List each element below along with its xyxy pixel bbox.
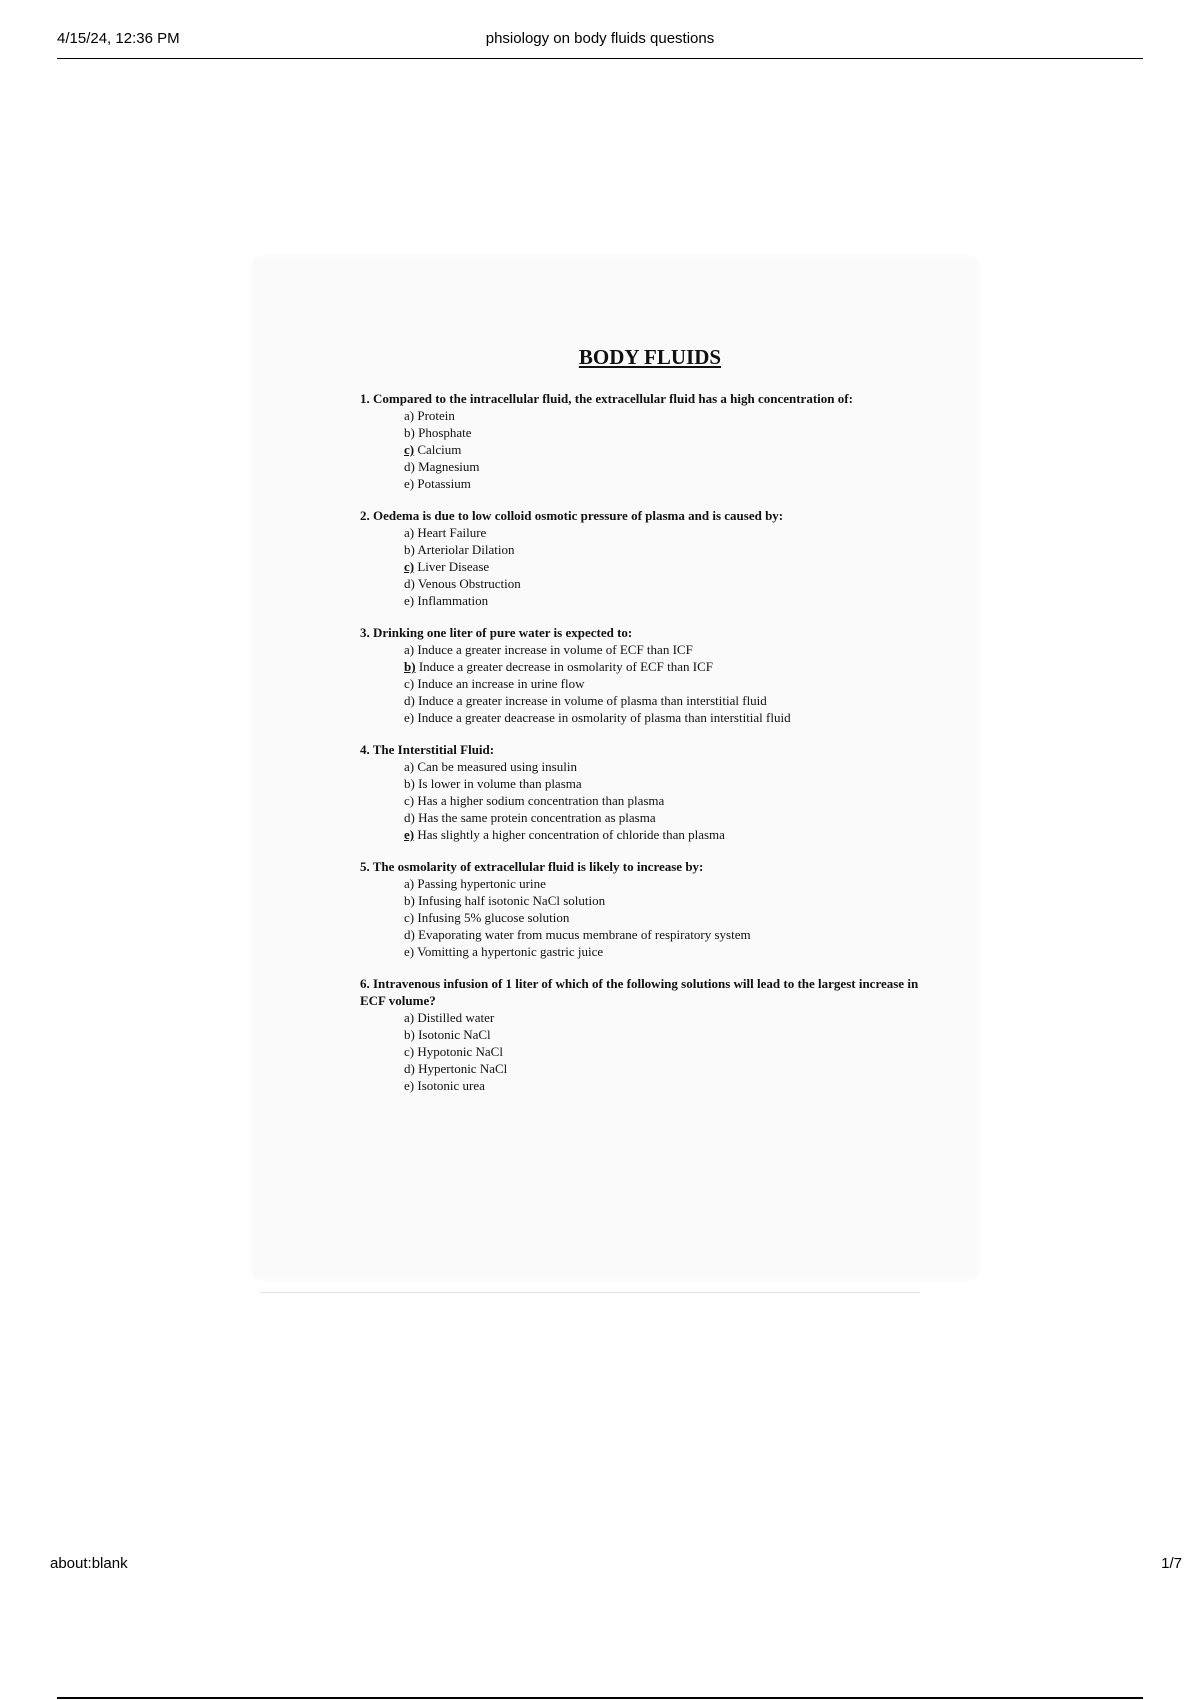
answer-option [404, 826, 920, 843]
option-text: Infusing 5% glucose solution [417, 910, 570, 925]
answer-option [404, 658, 920, 675]
answer-option [404, 592, 920, 609]
answer-option [404, 875, 920, 892]
option-text: Is lower in volume than plasma [418, 776, 582, 791]
option-list [404, 875, 920, 960]
question [360, 507, 920, 609]
question [360, 390, 920, 492]
option-letter: b) [404, 1027, 415, 1042]
question-text: 1. Compared to the intracellular fluid, the extracellular fluid has a high concentration of: [360, 391, 853, 406]
option-text: Calcium [417, 442, 462, 457]
option-letter: b) [404, 776, 415, 791]
option-text: Has a higher sodium concentration than plasma [417, 793, 665, 808]
option-letter: b) [404, 425, 415, 440]
question [360, 858, 920, 960]
option-letter: e) [404, 710, 415, 725]
answer-option [404, 1077, 920, 1094]
option-text: Potassium [417, 476, 471, 491]
option-letter: d) [404, 693, 415, 708]
answer-option [404, 475, 920, 492]
answer-option [404, 1026, 920, 1043]
question-list [360, 390, 920, 1094]
print-page-number: 1/7 [1161, 1555, 1182, 1572]
print-page-title: phsiology on body fluids questions [485, 30, 715, 47]
answer-option [404, 692, 920, 709]
option-letter: d) [404, 459, 415, 474]
marked-answer-letter: b) [404, 659, 416, 674]
answer-option [404, 524, 920, 541]
answer-option [404, 943, 920, 960]
answer-option [404, 441, 920, 458]
question-text: 3. Drinking one liter of pure water is expected to: [360, 625, 633, 640]
answer-option [404, 809, 920, 826]
answer-option [404, 1043, 920, 1060]
question [360, 975, 920, 1094]
option-letter: a) [404, 408, 415, 423]
scan-edge-line [260, 1292, 920, 1293]
question-text: 4. The Interstitial Fluid: [360, 742, 495, 757]
answer-option [404, 926, 920, 943]
answer-option [404, 575, 920, 592]
option-letter: c) [404, 793, 415, 808]
option-text: Isotonic NaCl [418, 1027, 491, 1042]
print-url: about:blank [50, 1555, 128, 1572]
option-letter: d) [404, 576, 415, 591]
answer-option [404, 758, 920, 775]
option-text: Isotonic urea [417, 1078, 485, 1093]
option-text: Distilled water [417, 1010, 495, 1025]
answer-option [404, 792, 920, 809]
question-text: 6. Intravenous infusion of 1 liter of which of the following solutions will lead to the largest increase in ECF volume? [360, 976, 919, 1008]
option-text: Venous Obstruction [417, 576, 521, 591]
answer-option [404, 1060, 920, 1077]
option-text: Has the same protein concentration as plasma [418, 810, 656, 825]
option-list [404, 758, 920, 843]
answer-option [404, 909, 920, 926]
option-text: Induce a greater deacrease in osmolarity of plasma than interstitial fluid [417, 710, 791, 725]
answer-option [404, 558, 920, 575]
option-letter: e) [404, 1078, 415, 1093]
question-text: 2. Oedema is due to low colloid osmotic pressure of plasma and is caused by: [360, 508, 784, 523]
print-header [57, 0, 1143, 59]
marked-answer-letter: c) [404, 442, 415, 457]
question-text: 5. The osmolarity of extracellular fluid is likely to increase by: [360, 859, 704, 874]
option-letter: c) [404, 1044, 415, 1059]
answer-option [404, 892, 920, 909]
option-text: Hypertonic NaCl [418, 1061, 508, 1076]
option-letter: a) [404, 525, 415, 540]
option-letter: a) [404, 1010, 415, 1025]
marked-answer-letter: e) [404, 827, 415, 842]
option-text: Vomitting a hypertonic gastric juice [417, 944, 604, 959]
option-text: Can be measured using insulin [417, 759, 577, 774]
option-text: Liver Disease [417, 559, 490, 574]
option-list [404, 524, 920, 609]
option-list [404, 1009, 920, 1094]
option-text: Induce a greater decrease in osmolarity of ECF than ICF [418, 659, 714, 674]
option-text: Induce an increase in urine flow [417, 676, 585, 691]
print-footer [50, 1555, 1182, 1572]
question [360, 741, 920, 843]
option-text: Heart Failure [417, 525, 487, 540]
option-letter: e) [404, 593, 415, 608]
answer-option [404, 407, 920, 424]
option-letter: a) [404, 642, 415, 657]
option-text: Magnesium [418, 459, 480, 474]
option-letter: d) [404, 927, 415, 942]
page-bottom-rule [57, 1697, 1143, 1699]
option-letter: b) [404, 893, 415, 908]
answer-option [404, 1009, 920, 1026]
option-letter: e) [404, 476, 415, 491]
option-list [404, 407, 920, 492]
option-letter: e) [404, 944, 415, 959]
answer-option [404, 641, 920, 658]
print-datetime: 4/15/24, 12:36 PM [57, 30, 180, 47]
option-letter: d) [404, 810, 415, 825]
document-title: BODY FLUIDS [578, 345, 722, 369]
option-list [404, 641, 920, 726]
answer-option [404, 675, 920, 692]
answer-option [404, 424, 920, 441]
answer-option [404, 775, 920, 792]
option-text: Has slightly a higher concentration of chloride than plasma [417, 827, 725, 842]
answer-option [404, 709, 920, 726]
option-text: Induce a greater increase in volume of ECF than ICF [417, 642, 693, 657]
option-text: Inflammation [417, 593, 489, 608]
option-letter: b) [404, 542, 415, 557]
marked-answer-letter: c) [404, 559, 415, 574]
option-text: Arteriolar Dilation [417, 542, 515, 557]
option-letter: d) [404, 1061, 415, 1076]
option-letter: c) [404, 910, 415, 925]
question [360, 624, 920, 726]
answer-option [404, 541, 920, 558]
option-text: Evaporating water from mucus membrane of respiratory system [418, 927, 751, 942]
option-letter: a) [404, 759, 415, 774]
option-text: Protein [417, 408, 455, 423]
scanned-document-content [360, 344, 920, 1109]
answer-option [404, 458, 920, 475]
option-text: Passing hypertonic urine [417, 876, 546, 891]
option-text: Hypotonic NaCl [417, 1044, 503, 1059]
option-text: Phosphate [418, 425, 472, 440]
option-letter: c) [404, 676, 415, 691]
option-text: Infusing half isotonic NaCl solution [418, 893, 606, 908]
option-text: Induce a greater increase in volume of plasma than interstitial fluid [418, 693, 767, 708]
option-letter: a) [404, 876, 415, 891]
